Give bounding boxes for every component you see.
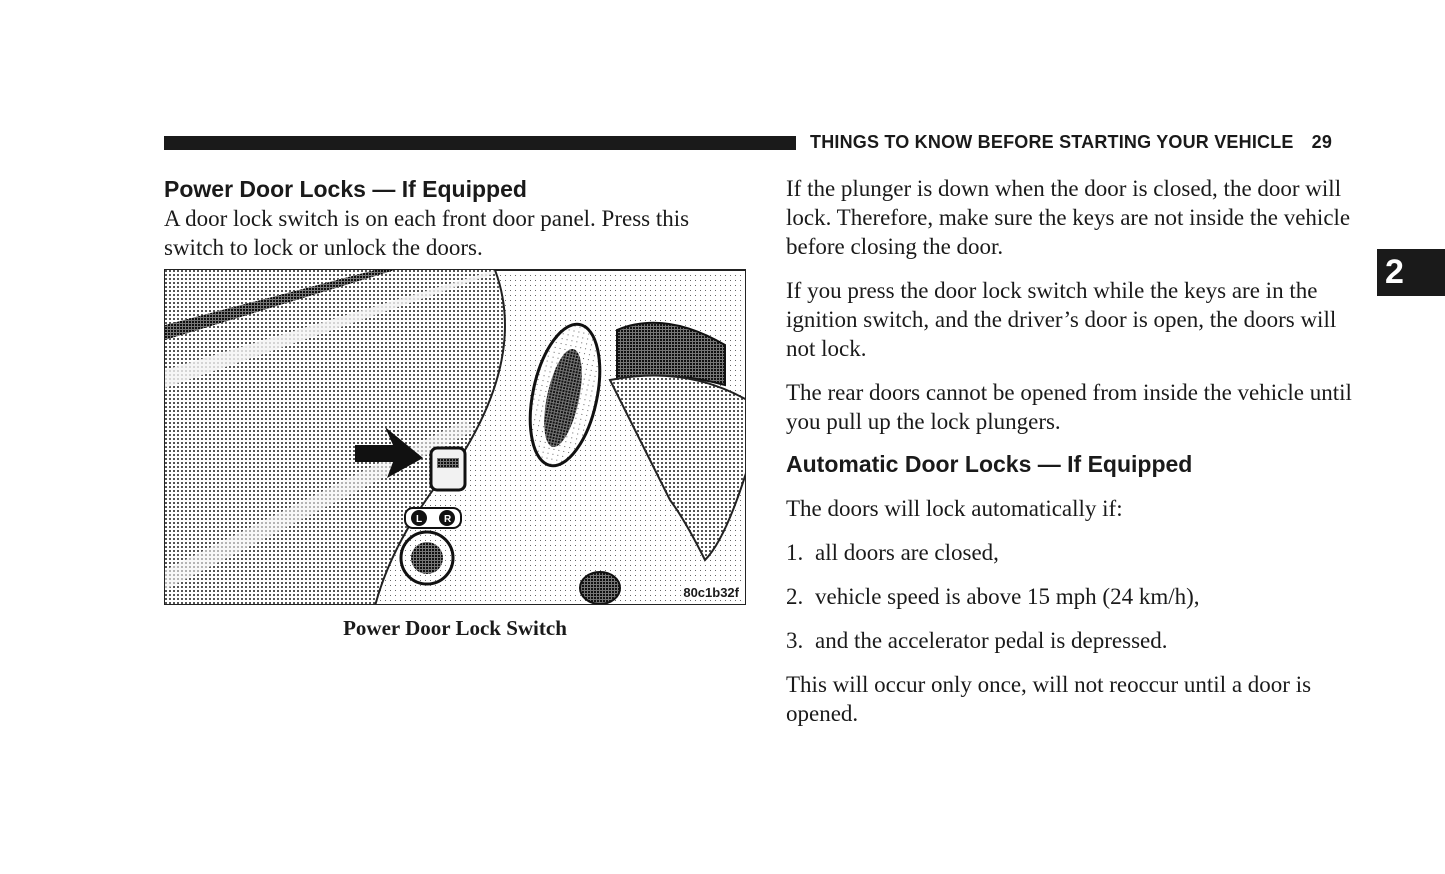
list-text: and the accelerator pedal is depressed.	[815, 628, 1168, 653]
list-text: all doors are closed,	[815, 540, 999, 565]
mirror-right-label: R	[444, 514, 452, 525]
list-number: 1.	[786, 540, 804, 565]
page-number: 29	[1311, 132, 1333, 152]
list-number: 2.	[786, 584, 804, 609]
power-door-locks-body: A door lock switch is on each front door panel. Press this switch to lock or unlock the doors.	[164, 206, 690, 260]
list-text: vehicle speed is above 15 mph (24 km/h),	[815, 584, 1200, 609]
list-item	[786, 538, 1370, 567]
left-column	[164, 174, 748, 640]
section-title: THINGS TO KNOW BEFORE STARTING YOUR VEHICLE	[810, 132, 1294, 152]
list-item	[786, 582, 1370, 611]
running-header	[810, 132, 1370, 153]
figure-caption: Power Door Lock Switch	[343, 616, 567, 640]
chapter-tab: 2	[1377, 249, 1445, 296]
auto-lock-intro: The doors will lock automatically if:	[786, 496, 1123, 521]
automatic-door-locks-heading: Automatic Door Locks — If Equipped	[786, 451, 1193, 477]
right-column	[786, 174, 1370, 743]
power-door-locks-heading: Power Door Locks — If Equipped	[164, 176, 527, 202]
list-number: 3.	[786, 628, 804, 653]
figure-code: 80c1b32f	[683, 585, 739, 600]
once-only-paragraph: This will occur only once, will not reoccur until a door is opened.	[786, 672, 1312, 726]
list-item	[786, 626, 1370, 655]
rear-doors-paragraph: The rear doors cannot be opened from inside the vehicle until you pull up the lock plungers.	[786, 380, 1352, 434]
plunger-paragraph: If the plunger is down when the door is closed, the door will lock. Therefore, make sure the keys are not inside the vehicle before closing the door.	[786, 176, 1351, 259]
door-lock-switch-illustration	[164, 269, 746, 605]
keys-paragraph: If you press the door lock switch while the keys are in the ignition switch, and the driver’s door is open, the doors will not lock.	[786, 278, 1337, 361]
mirror-left-label: L	[416, 514, 423, 525]
header-rule	[164, 136, 796, 150]
